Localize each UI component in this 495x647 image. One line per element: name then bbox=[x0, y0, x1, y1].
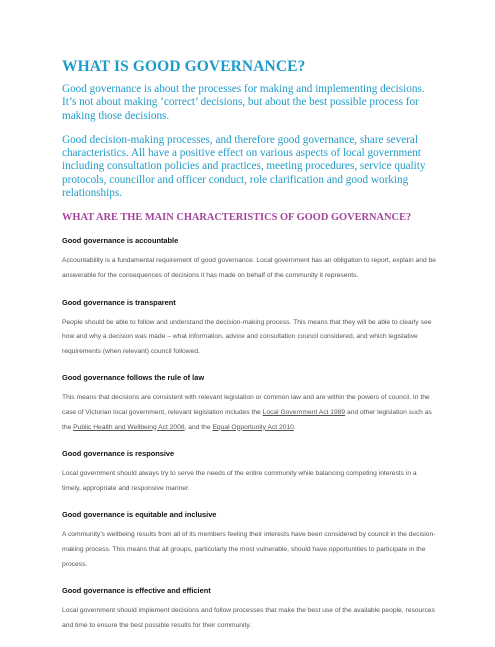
local-government-act-link[interactable]: Local Government Act 1989 bbox=[262, 408, 346, 416]
section-effective bbox=[62, 586, 437, 633]
section-heading: Good governance is effective and efficient bbox=[62, 586, 211, 596]
page-title: WHAT IS GOOD GOVERNANCE? bbox=[62, 58, 306, 75]
section-heading: Good governance is accountable bbox=[62, 236, 179, 246]
equal-opportunity-act-link[interactable]: Equal Opportunity Act 2010 bbox=[212, 423, 294, 431]
section-responsive bbox=[62, 449, 437, 496]
body-text: and other legislation such as the bbox=[62, 408, 432, 431]
intro-paragraph-2: Good decision-making processes, and therefore good governance, share several characteristics. All have a positive effect on various aspects of local government including consultation policies and practices, meeting procedures, service quality protocols, councillor and officer conduct, role clarification and good working relationships. bbox=[62, 133, 426, 200]
section-body: People should be able to follow and understand the decision-making process. This means that they will be able to clearly see how and why a decision was made – what information, advice and consultation council considered, and which legislative requirements (when relevant) council followed. bbox=[62, 318, 432, 355]
body-text: , and the bbox=[184, 423, 213, 431]
public-health-act-link[interactable]: Public Health and Wellbeing Act 2008 bbox=[73, 423, 185, 431]
section-heading: Good governance is responsive bbox=[62, 449, 175, 459]
section-heading: Good governance is transparent bbox=[62, 297, 176, 307]
body-text: This means that decisions are consistent with relevant legislation or common law and are within the powers of council. In the case of Victorian local government, relevant legislation includes the bbox=[62, 394, 430, 416]
section-heading: Good governance is equitable and inclusive bbox=[62, 510, 217, 520]
body-text: . bbox=[293, 423, 296, 431]
section-body: Local government should always try to serve the needs of the entire community while balancing competing interests in a timely, appropriate and responsive manner. bbox=[62, 470, 417, 492]
section-transparent bbox=[62, 298, 437, 360]
section-rule-of-law bbox=[62, 373, 437, 435]
section-body: Accountability is a fundamental requirement of good governance. Local government has an obligation to report, explain and be answerable for the consequences of decisions it has made on behalf of the community it represents. bbox=[62, 257, 436, 279]
section-heading: Good governance follows the rule of law bbox=[62, 373, 205, 383]
characteristics-subtitle: WHAT ARE THE MAIN CHARACTERISTICS OF GOOD GOVERNANCE? bbox=[62, 212, 412, 224]
section-body bbox=[62, 391, 437, 435]
section-body: Local government should implement decisions and follow processes that make the best use of the available people, resources and time to ensure the best possible results for their community. bbox=[62, 607, 435, 629]
intro-paragraph-1: Good governance is about the processes for making and implementing decisions. It’s not about making ‘correct’ decisions, but about the best possible process for making those decisions. bbox=[62, 83, 425, 122]
document-page bbox=[62, 58, 437, 647]
section-body: A community’s wellbeing results from all of its members feeling their interests have been considered by council in the decision-making process. This means that all groups, particularly the most vulnerable, should have opportunities to participate in the process. bbox=[62, 531, 436, 568]
section-accountable bbox=[62, 236, 437, 283]
section-equitable bbox=[62, 510, 437, 572]
